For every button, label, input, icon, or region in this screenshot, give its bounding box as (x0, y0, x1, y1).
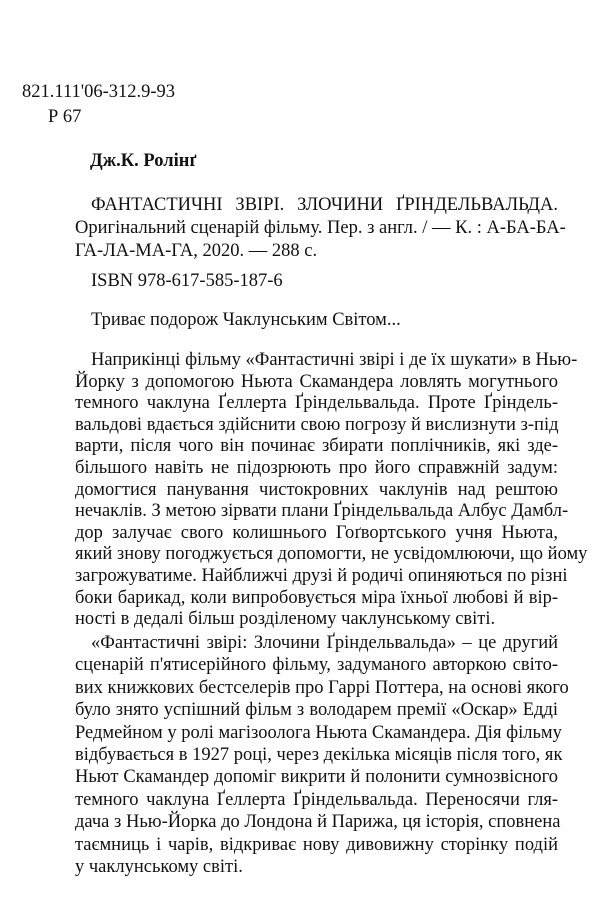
author-name: Дж.К. Ролінґ (90, 151, 197, 171)
text-line: темного чаклуна Ґеллерта Ґріндельвальда. Проте Ґріндель- (75, 393, 558, 414)
text-line: темного чаклуна Ґеллерта Ґріндельвальда. Переносячи гля- (75, 789, 558, 810)
text-line: ності в дедалі більш розділеному чаклунському світі. (75, 609, 496, 630)
bib-line: ФАНТАСТИЧНІ ЗВІРІ. ЗЛОЧИНИ ҐРІНДЕЛЬВАЛЬДА. (91, 195, 558, 215)
text-line: Йорку з допомогою Ньюта Скамандера ловлять могутнього (75, 371, 558, 392)
text-line: загрожуватиме. Найближчі друзі й родичі опиняються по різні (75, 565, 568, 586)
tagline: Триває подорож Чаклунським Світом... (91, 310, 401, 330)
text-line: у чаклунському світі. (75, 856, 243, 877)
text-line: дор залучає свого колишнього Гоґвортського учня Ньюта, (75, 522, 558, 543)
text-line: «Фантастичні звірі: Злочини Ґріндельвальда» – це другий (91, 633, 558, 653)
annotation-paragraph-1 (75, 350, 588, 631)
text-line: більшого навіть не підозрюють про його справжній задум: (75, 457, 558, 478)
text-line: варти, після чого він починає збирати поплічників, які зде- (75, 436, 558, 457)
text-line: вальдові вдається здійснити свою погрозу й вислизнути з-під (75, 414, 559, 435)
text-line: Наприкінці фільму «Фантастичні звірі і де їх шукати» в Нью- (91, 350, 578, 370)
text-line: домогтися панування чистокровних чаклунів над рештою (75, 479, 558, 500)
text-line: було знято успішний фільм з володарем премії «Оскар» Едді (75, 700, 558, 721)
udc-code: 821.111'06-312.9-93 (22, 82, 176, 102)
text-line: який знову погоджується допомогти, не усвідомлюючи, що йому (75, 544, 588, 565)
text-line: нечаклів. З метою зірвати плани Ґріндельвальда Албус Дамбл- (75, 501, 569, 522)
bib-line: Оригінальний сценарій фільму. Пер. з англ. / — К. : А-БА-БА- (75, 218, 566, 238)
text-line: дача з Нью-Йорка до Лондона й Парижа, ця історія, сповнена (75, 812, 561, 833)
isbn: ISBN 978-617-585-187-6 (91, 271, 283, 291)
text-line: таємниць і чарів, відкриває нову дивовижну сторінку подій (75, 834, 558, 855)
bib-line: ГА-ЛА-МА-ГА, 2020. — 288 с. (75, 241, 318, 261)
text-line: відбувається в 1927 році, через декілька місяців після того, як (75, 744, 563, 765)
bibliographic-description (75, 194, 566, 263)
text-line: Ньют Скамандер допоміг викрити й полонити сумнозвісного (75, 767, 558, 788)
annotation-paragraph-2 (75, 632, 569, 878)
author-sign: Р 67 (48, 107, 82, 127)
text-line: Редмейном у ролі магізоолога Ньюта Скамандера. Дія фільму (75, 722, 562, 743)
text-line: сценарій п'ятисерійного фільму, задуманого авторкою світо- (75, 655, 558, 676)
text-line: боки барикад, коли випробовується міра їхньої любові й вір- (75, 587, 558, 608)
text-line: вих книжкових бестселерів про Гаррі Поттера, на основі якого (75, 677, 569, 698)
